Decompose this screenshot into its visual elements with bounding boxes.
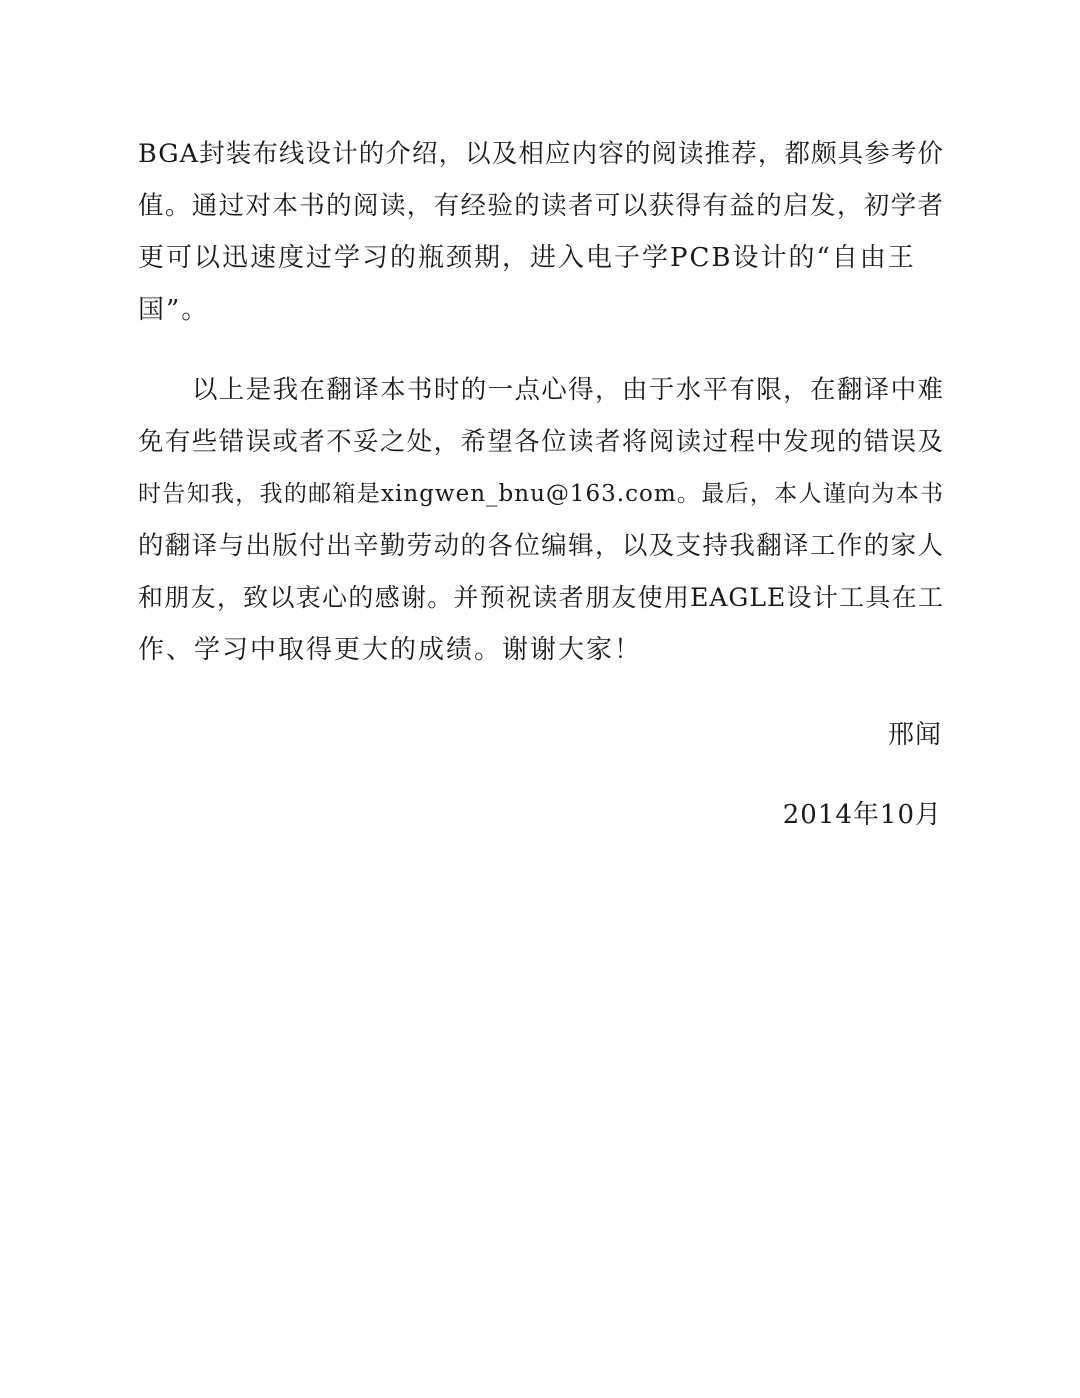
paragraph-2 [138,364,944,676]
paragraph-line: 和朋友，致以衷心的感谢。并预祝读者朋友使用EAGLE设计工具在工 [138,583,944,612]
paragraph-line: 作、学习中取得更大的成绩。谢谢大家！ [138,635,643,665]
paragraph-line: 国”。 [138,295,210,325]
paragraph-line: 更可以迅速度过学习的瓶颈期，进入电子学PCB设计的“自由王 [138,243,916,273]
signature-date: 2014年10月 [782,800,942,830]
paragraph-line: BGA封装布线设计的介绍，以及相应内容的阅读推荐，都颇具参考价 [138,139,944,169]
paragraph-line: 值。通过对本书的阅读，有经验的读者可以获得有益的启发，初学者 [138,191,944,221]
paragraph-line: 时告知我，我的邮箱是xingwen_bnu@163.com。最后，本人谨向为本书 [138,481,944,507]
paragraph-line: 免有些错误或者不妥之处，希望各位读者将阅读过程中发现的错误及 [138,427,944,457]
signature-name: 邢闻 [887,720,942,750]
paragraph-line: 的翻译与出版付出辛勤劳动的各位编辑，以及支持我翻译工作的家人 [138,531,944,561]
paragraph-1 [138,128,944,336]
paragraph-line: 以上是我在翻译本书时的一点心得，由于水平有限，在翻译中难 [192,375,944,405]
